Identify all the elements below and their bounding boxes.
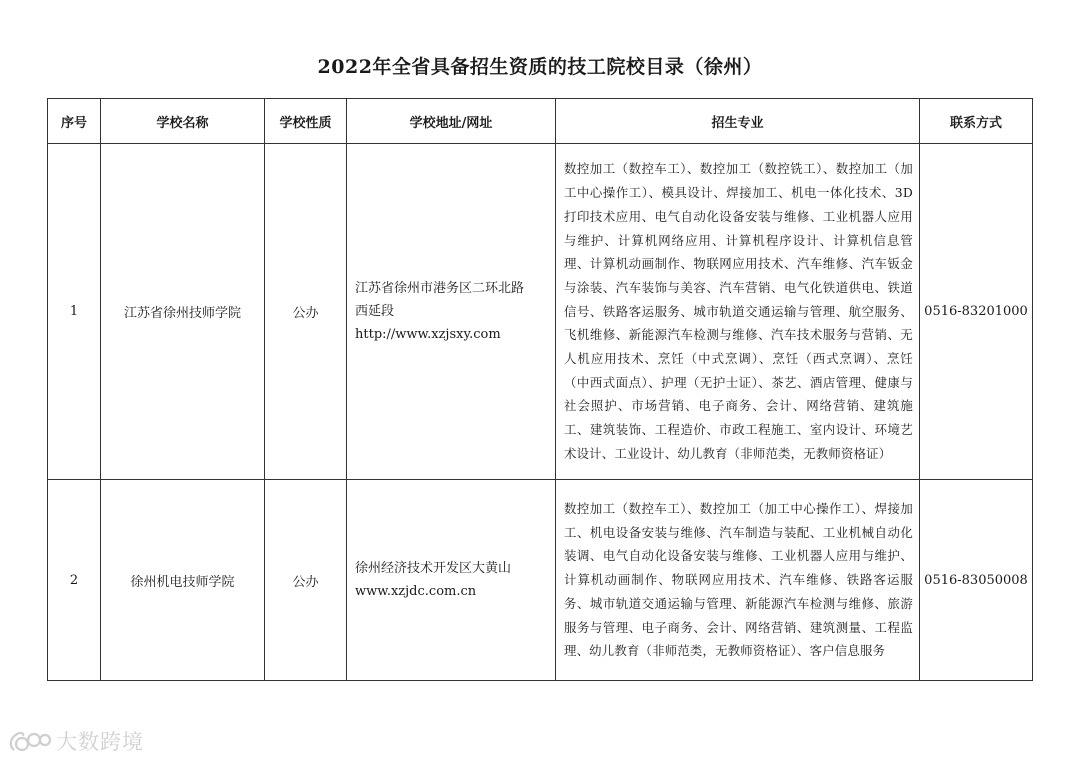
header-school-type: 学校性质 [265,99,347,144]
header-school-name: 学校名称 [101,99,265,144]
weibo-logo-icon [8,728,52,754]
school-website[interactable]: http://www.xzjsxy.com [355,327,501,342]
school-name: 徐州机电技师学院 [101,480,265,681]
school-majors: 数控加工（数控车工）、数控加工（数控铣工）、数控加工（加工中心操作工）、模具设计、焊接加工、机电一体化技术、3D打印技术应用、电气自动化设备安装与维修、工业机器人应用与维护、计算机网络应用、计算机程序设计、计算机信息管理、计算机动画制作、物联网应用技术、汽车维修、汽车钣金与涂装、汽车装饰与美容、汽车营销、电气化铁道供电、铁道信号、铁路客运服务、城市轨道交通运输与管理、航空服务、飞机维修、新能源汽车检测与维修、汽车技术服务与营销、无人机应用技术、烹饪（中式烹调）、烹饪（西式烹调）、烹饪（中西式面点）、护理（无护士证）、茶艺、酒店管理、健康与社会照护、市场营销、电子商务、会计、网络营销、建筑施工、建筑装饰、工程造价、市政工程施工、室内设计、环境艺术设计、工业设计、幼儿教育（非师范类，无教师资格证） [556,144,920,480]
header-index: 序号 [48,99,101,144]
table-header-row [48,99,1033,144]
row-index: 2 [48,480,101,681]
school-address-line2: 西延段 [355,304,395,319]
school-address-cell [347,480,556,681]
watermark-text: 大数跨境 [56,730,144,754]
schools-table [47,98,1033,681]
school-contact: 0516-83050008 [920,480,1033,681]
document-title: 2022年全省具备招生资质的技工院校目录（徐州） [317,56,763,78]
school-contact: 0516-83201000 [920,144,1033,480]
school-type: 公办 [265,144,347,480]
row-index: 1 [48,144,101,480]
table-row [48,144,1033,480]
school-address-line1: 徐州经济技术开发区大黄山 [355,561,512,576]
school-majors: 数控加工（数控车工）、数控加工（加工中心操作工）、焊接加工、机电设备安装与维修、汽车制造与装配、工业机械自动化装调、电气自动化设备安装与维修、工业机器人应用与维护、计算机动画制作、物联网应用技术、汽车维修、铁路客运服务、城市轨道交通运输与管理、新能源汽车检测与维修、旅游服务与管理、电子商务、会计、网络营销、建筑测量、工程监理、幼儿教育（非师范类，无教师资格证）、客户信息服务 [556,480,920,681]
school-website[interactable]: www.xzjdc.com.cn [355,584,477,599]
school-address-cell [347,144,556,480]
table-row [48,480,1033,681]
school-address-line1: 江苏省徐州市港务区二环北路 [355,281,525,296]
header-majors: 招生专业 [556,99,920,144]
school-name: 江苏省徐州技师学院 [101,144,265,480]
header-address: 学校地址/网址 [347,99,556,144]
watermark [8,726,144,756]
header-contact: 联系方式 [920,99,1033,144]
school-type: 公办 [265,480,347,681]
